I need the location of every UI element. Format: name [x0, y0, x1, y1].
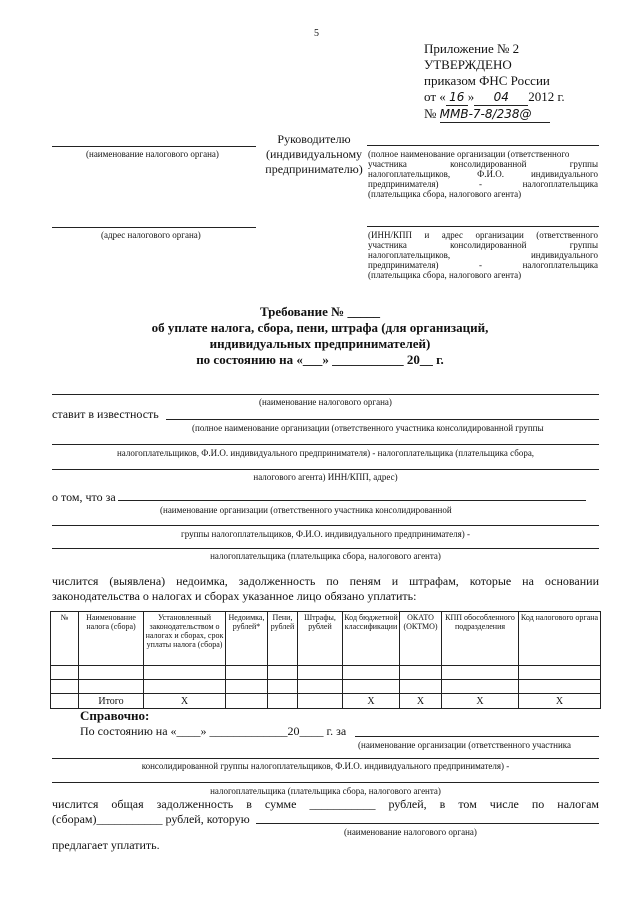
org-caption-3: налогового агента) ИНН/КПП, адрес) — [253, 472, 398, 482]
total-cell: X — [400, 694, 442, 709]
approved-label: УТВЕРЖДЕНО — [424, 57, 512, 72]
tax-authority-caption: (наименование налогового органа) — [259, 397, 392, 407]
col-arrears: Недоимка, рублей* — [226, 612, 268, 666]
order-date: от « 16 » 04 2012 г. — [424, 89, 565, 104]
about-that-label: о том, что за — [52, 490, 116, 504]
name-caption-2: группы налогоплательщиков, Ф.И.О. индивидуального предпринимателя) - — [181, 529, 470, 539]
title-subject-continued: индивидуальных предпринимателей) — [209, 336, 431, 351]
tax-authority-address-line[interactable] — [52, 227, 256, 228]
appendix-label: Приложение № 2 — [424, 41, 520, 56]
org-line[interactable] — [166, 419, 599, 420]
tax-authority-line[interactable] — [52, 394, 599, 395]
total-debt-line-1: числится общая задолженность в сумме ___________ рублей, в том числе по налогам — [52, 797, 599, 811]
col-due-date: Установленный законодательством о налогах и сборах, срок уплаты налога (сбора) — [144, 612, 226, 666]
table-row[interactable] — [51, 680, 601, 694]
org-inn-caption: (ИНН/КПП и адрес организации (ответственного участника консолидированной группы налогоплательщиков, индивидуального предпринимателя) - налогоплательщика (плательщика сбора, налогового агента) — [368, 230, 598, 280]
page-number: 5 — [314, 28, 319, 39]
org-line-3[interactable] — [52, 469, 599, 470]
name-caption-3: налогоплательщика (плательщика сбора, налогового агента) — [210, 551, 441, 561]
table-total-row — [51, 694, 601, 709]
org-line-2[interactable] — [52, 444, 599, 445]
total-cell: X — [343, 694, 400, 709]
col-kpp: КПП обособленного подразделения — [442, 612, 519, 666]
col-tax-name: Наименование налога (сбора) — [79, 612, 144, 666]
org-caption-1: (полное наименование организации (ответственного участника консолидированной группы — [192, 423, 544, 433]
name-line-3[interactable] — [52, 548, 599, 549]
total-debt-line-2: (сборам)___________ рублей, которую — [52, 812, 250, 826]
org-inn-line[interactable] — [367, 226, 599, 227]
total-label: Итого — [79, 694, 144, 709]
total-cell: X — [442, 694, 519, 709]
total-cell — [298, 694, 343, 709]
order-label: приказом ФНС России — [424, 73, 550, 88]
col-okato: ОКАТО (ОКТМО) — [400, 612, 442, 666]
col-budget-code: Код бюджетной классификации — [343, 612, 400, 666]
informs-label: ставит в известность — [52, 407, 159, 421]
table-row[interactable] — [51, 666, 601, 680]
total-cell — [268, 694, 298, 709]
tax-authority-address-caption: (адрес налогового органа) — [101, 230, 201, 240]
reference-org-line[interactable] — [355, 736, 599, 737]
reference-caption-2: консолидированной группы налогоплательщиков, Ф.И.О. индивидуального предпринимателя) - — [141, 761, 510, 771]
total-cell — [51, 694, 79, 709]
recipient-line-3: предпринимателю) — [265, 162, 363, 176]
table-header-row — [51, 612, 601, 666]
total-cell — [226, 694, 268, 709]
col-tax-office-code: Код налогового органа — [519, 612, 601, 666]
org-full-name-line[interactable] — [367, 145, 599, 146]
reference-tax-authority-line[interactable] — [256, 823, 599, 824]
recipient-line-1: Руководителю — [277, 132, 351, 146]
tax-authority-name-line[interactable] — [52, 146, 256, 147]
arrears-line-2: законодательства о налогах и сборах указанное лицо обязано уплатить: — [52, 589, 417, 603]
tax-authority-name-caption: (наименование налогового органа) — [86, 149, 219, 159]
name-caption-1: (наименование организации (ответственного участника консолидированной — [160, 505, 452, 515]
arrears-line-1: числится (выявлена) недоимка, задолженность по пеням и штрафам, которые на основании — [52, 574, 599, 588]
name-line[interactable] — [118, 500, 586, 501]
title-subject: об уплате налога, сбора, пени, штрафа (для организаций, — [151, 320, 489, 335]
col-fines: Штрафы, рублей — [298, 612, 343, 666]
total-cell: X — [519, 694, 601, 709]
reference-org-line-3[interactable] — [52, 782, 599, 783]
name-line-2[interactable] — [52, 525, 599, 526]
reference-caption-4: (наименование налогового органа) — [344, 827, 477, 837]
arrears-table — [50, 611, 601, 709]
reference-caption-3: налогоплательщика (плательщика сбора, налогового агента) — [210, 786, 441, 796]
col-penalties: Пени, рублей — [268, 612, 298, 666]
org-full-name-caption: (полное наименование организации (ответственного участника консолидированной группы налогоплательщиков, Ф.И.О. индивидуального предпринимателя) - налогоплательщика (плательщика сбора, налогового агента) — [368, 149, 598, 199]
org-caption-2: налогоплательщиков, Ф.И.О. индивидуального предпринимателя) - налогоплательщика (плательщика сбора, — [116, 448, 535, 458]
recipient-line-2: (индивидуальному — [265, 147, 363, 161]
col-number: № — [51, 612, 79, 666]
order-number: № ММВ-7-8/238@ — [424, 106, 550, 123]
reference-caption-1: (наименование организации (ответственного участника — [358, 740, 572, 750]
reference-org-line-2[interactable] — [52, 758, 599, 759]
offers-to-pay: предлагает уплатить. — [52, 838, 160, 852]
total-cell: X — [144, 694, 226, 709]
reference-title: Справочно: — [80, 708, 150, 723]
title-as-of-date: по состоянию на «___» ___________ 20__ г. — [196, 352, 444, 367]
title-requirement-number: Требование № _____ — [259, 304, 380, 319]
reference-as-of: По состоянию на «____» _____________20____ г. за — [80, 724, 347, 738]
